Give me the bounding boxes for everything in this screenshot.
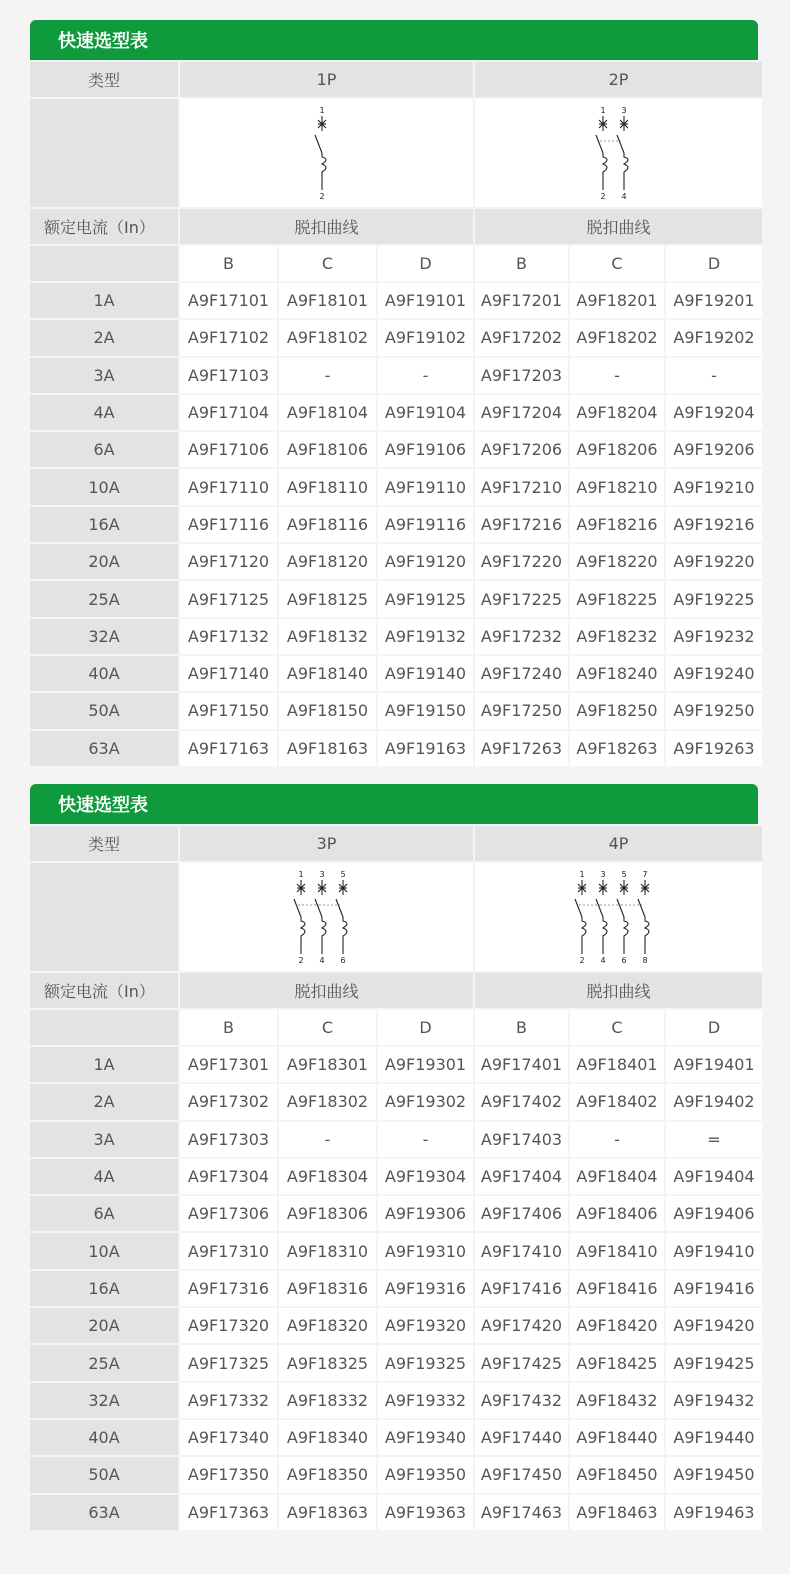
part-number-cell: A9F19202 (666, 320, 762, 355)
terminal-number-bottom: 2 (600, 192, 606, 201)
part-number-cell: A9F19225 (666, 581, 762, 616)
part-number-cell: A9F17110 (180, 469, 277, 504)
part-number-cell: A9F17240 (475, 656, 568, 691)
rated-current-cell: 1A (30, 283, 178, 318)
rated-current-cell: 32A (30, 619, 178, 654)
part-number-cell: - (279, 358, 376, 393)
wiring-diagram (180, 863, 473, 971)
breaker-pole (596, 116, 607, 190)
trip-curve-label: 脱扣曲线 (475, 209, 762, 244)
part-number-cell: A9F19140 (378, 656, 473, 691)
trip-curve-label: 脱扣曲线 (475, 973, 762, 1008)
part-number-cell: A9F17402 (475, 1084, 568, 1119)
part-number-cell: A9F17106 (180, 432, 277, 467)
part-number-cell: A9F18220 (570, 544, 664, 579)
part-number-cell: A9F18406 (570, 1196, 664, 1231)
part-number-cell: A9F17202 (475, 320, 568, 355)
part-number-cell: A9F17150 (180, 693, 277, 728)
part-number-cell: A9F18163 (279, 731, 376, 766)
part-number-cell: A9F17163 (180, 731, 277, 766)
part-number-cell: A9F19340 (378, 1420, 473, 1455)
rated-current-cell: 10A (30, 469, 178, 504)
terminal-number-bottom: 2 (579, 956, 585, 965)
part-number-cell: A9F18104 (279, 395, 376, 430)
part-number-cell: A9F18340 (279, 1420, 376, 1455)
rated-current-label: 额定电流（In） (30, 209, 178, 244)
terminal-number-top: 7 (642, 870, 648, 879)
part-number-cell: A9F19332 (378, 1383, 473, 1418)
rated-current-cell: 2A (30, 320, 178, 355)
part-number-cell: A9F17350 (180, 1457, 277, 1492)
part-number-cell: A9F17363 (180, 1495, 277, 1530)
part-number-cell: A9F17116 (180, 507, 277, 542)
part-number-cell: A9F17401 (475, 1047, 568, 1082)
part-number-cell: A9F19302 (378, 1084, 473, 1119)
terminal-number-top: 5 (621, 870, 627, 879)
part-number-cell: A9F18404 (570, 1159, 664, 1194)
part-number-cell: - (378, 1122, 473, 1157)
rated-current-cell: 3A (30, 1122, 178, 1157)
diagram-row-label (30, 863, 178, 971)
breaker-symbol (312, 103, 342, 203)
part-number-cell: A9F19440 (666, 1420, 762, 1455)
curve-header: D (666, 1010, 762, 1045)
part-number-cell: A9F17463 (475, 1495, 568, 1530)
part-number-cell: A9F19232 (666, 619, 762, 654)
part-number-cell: A9F19116 (378, 507, 473, 542)
part-number-cell: A9F19401 (666, 1047, 762, 1082)
part-number-cell: A9F19410 (666, 1233, 762, 1268)
part-number-cell: A9F18206 (570, 432, 664, 467)
part-number-cell: A9F18420 (570, 1308, 664, 1343)
part-number-cell: A9F18150 (279, 693, 376, 728)
curve-header: D (378, 246, 473, 281)
part-number-cell: A9F17316 (180, 1271, 277, 1306)
breaker-pole (294, 880, 305, 954)
rated-current-cell: 20A (30, 544, 178, 579)
part-number-cell: A9F18140 (279, 656, 376, 691)
part-number-cell: A9F19310 (378, 1233, 473, 1268)
part-number-cell: A9F18201 (570, 283, 664, 318)
part-number-cell: A9F18320 (279, 1308, 376, 1343)
rated-current-cell: 4A (30, 395, 178, 430)
wiring-diagram (475, 863, 762, 971)
breaker-pole (638, 880, 649, 954)
curve-header: C (570, 246, 664, 281)
terminal-number-bottom: 4 (621, 192, 627, 201)
terminal-number-bottom: 2 (297, 956, 304, 965)
rated-current-cell: 50A (30, 1457, 178, 1492)
rated-current-cell: 16A (30, 1271, 178, 1306)
part-number-cell: A9F17102 (180, 320, 277, 355)
part-number-cell: A9F17332 (180, 1383, 277, 1418)
wiring-diagram (475, 99, 762, 207)
part-number-cell: A9F17132 (180, 619, 277, 654)
diagram-row-label (30, 99, 178, 207)
part-number-cell: A9F19250 (666, 693, 762, 728)
part-number-cell: A9F18425 (570, 1345, 664, 1380)
part-number-cell: A9F18120 (279, 544, 376, 579)
rated-current-cell: 40A (30, 1420, 178, 1455)
rated-current-cell: 4A (30, 1159, 178, 1194)
part-number-cell: A9F17140 (180, 656, 277, 691)
part-number-cell: A9F19304 (378, 1159, 473, 1194)
rated-current-cell: 50A (30, 693, 178, 728)
breaker-pole (315, 116, 326, 190)
part-number-cell: A9F18210 (570, 469, 664, 504)
part-number-cell: A9F18250 (570, 693, 664, 728)
selection-table (30, 62, 758, 766)
curve-row-label (30, 246, 178, 281)
part-number-cell: - (666, 358, 762, 393)
part-number-cell: A9F17404 (475, 1159, 568, 1194)
part-number-cell: A9F18204 (570, 395, 664, 430)
part-number-cell: A9F17320 (180, 1308, 277, 1343)
part-number-cell: A9F17340 (180, 1420, 277, 1455)
part-number-cell: A9F17420 (475, 1308, 568, 1343)
rated-current-cell: 1A (30, 1047, 178, 1082)
part-number-cell: A9F17403 (475, 1122, 568, 1157)
trip-curve-label: 脱扣曲线 (180, 209, 473, 244)
part-number-cell: A9F17206 (475, 432, 568, 467)
part-number-cell: A9F17302 (180, 1084, 277, 1119)
part-number-cell: A9F17101 (180, 283, 277, 318)
terminal-number-top: 5 (339, 870, 346, 879)
part-number-cell: A9F18450 (570, 1457, 664, 1492)
part-number-cell: A9F19363 (378, 1495, 473, 1530)
part-number-cell: A9F18316 (279, 1271, 376, 1306)
part-number-cell: A9F19120 (378, 544, 473, 579)
curve-header: C (570, 1010, 664, 1045)
rated-current-cell: 25A (30, 1345, 178, 1380)
part-number-cell: A9F18225 (570, 581, 664, 616)
part-number-cell: A9F17304 (180, 1159, 277, 1194)
terminal-number-bottom: 6 (621, 956, 627, 965)
part-number-cell: A9F19425 (666, 1345, 762, 1380)
curve-header: B (475, 1010, 568, 1045)
part-number-cell: A9F18463 (570, 1495, 664, 1530)
part-number-cell: A9F19325 (378, 1345, 473, 1380)
part-number-cell: A9F17220 (475, 544, 568, 579)
part-number-cell: A9F19402 (666, 1084, 762, 1119)
rated-current-cell: 20A (30, 1308, 178, 1343)
part-number-cell: A9F18432 (570, 1383, 664, 1418)
rated-current-cell: 10A (30, 1233, 178, 1268)
part-number-cell: A9F18332 (279, 1383, 376, 1418)
part-number-cell: A9F17303 (180, 1122, 277, 1157)
curve-header: D (378, 1010, 473, 1045)
part-number-cell: A9F17416 (475, 1271, 568, 1306)
part-number-cell: A9F17225 (475, 581, 568, 616)
curve-header: D (666, 246, 762, 281)
terminal-number-bottom: 8 (642, 956, 648, 965)
terminal-number-top: 1 (579, 870, 585, 879)
part-number-cell: A9F19404 (666, 1159, 762, 1194)
rated-current-cell: 6A (30, 1196, 178, 1231)
part-number-cell: A9F18401 (570, 1047, 664, 1082)
type-label: 类型 (30, 826, 178, 861)
part-number-cell: A9F19240 (666, 656, 762, 691)
breaker-symbol (572, 867, 665, 967)
pole-header: 1P (180, 62, 473, 97)
terminal-number-top: 1 (318, 106, 325, 115)
curve-row-label (30, 1010, 178, 1045)
part-number-cell: A9F19132 (378, 619, 473, 654)
part-number-cell: A9F18110 (279, 469, 376, 504)
part-number-cell: A9F19320 (378, 1308, 473, 1343)
part-number-cell: A9F19420 (666, 1308, 762, 1343)
breaker-symbol (593, 103, 644, 203)
part-number-cell: A9F17203 (475, 358, 568, 393)
part-number-cell: A9F18125 (279, 581, 376, 616)
part-number-cell: A9F18350 (279, 1457, 376, 1492)
part-number-cell: A9F18306 (279, 1196, 376, 1231)
pole-header: 3P (180, 826, 473, 861)
table-title: 快速选型表 (30, 20, 758, 60)
breaker-symbol (291, 867, 363, 967)
part-number-cell: A9F17104 (180, 395, 277, 430)
part-number-cell: A9F18363 (279, 1495, 376, 1530)
rated-current-cell: 40A (30, 656, 178, 691)
part-number-cell: A9F18202 (570, 320, 664, 355)
part-number-cell: A9F18216 (570, 507, 664, 542)
part-number-cell: A9F19220 (666, 544, 762, 579)
part-number-cell: A9F17301 (180, 1047, 277, 1082)
part-number-cell: A9F19201 (666, 283, 762, 318)
terminal-number-top: 3 (600, 870, 606, 879)
part-number-cell: A9F19106 (378, 432, 473, 467)
selection-table-panel (30, 20, 758, 766)
rated-current-cell: 63A (30, 1495, 178, 1530)
part-number-cell: A9F17250 (475, 693, 568, 728)
pole-header: 4P (475, 826, 762, 861)
part-number-cell: A9F18102 (279, 320, 376, 355)
part-number-cell: A9F19102 (378, 320, 473, 355)
part-number-cell: A9F17450 (475, 1457, 568, 1492)
terminal-number-bottom: 2 (318, 192, 325, 201)
curve-header: B (475, 246, 568, 281)
part-number-cell: A9F19306 (378, 1196, 473, 1231)
selection-table (30, 826, 758, 1530)
part-number-cell: A9F18106 (279, 432, 376, 467)
part-number-cell: A9F18304 (279, 1159, 376, 1194)
part-number-cell: A9F19210 (666, 469, 762, 504)
curve-header: C (279, 246, 376, 281)
part-number-cell: A9F19110 (378, 469, 473, 504)
part-number-cell: A9F17204 (475, 395, 568, 430)
part-number-cell: A9F17432 (475, 1383, 568, 1418)
part-number-cell: - (570, 358, 664, 393)
part-number-cell: A9F17120 (180, 544, 277, 579)
part-number-cell: A9F17263 (475, 731, 568, 766)
part-number-cell: A9F18232 (570, 619, 664, 654)
rated-current-cell: 2A (30, 1084, 178, 1119)
part-number-cell: - (570, 1122, 664, 1157)
part-number-cell: A9F19125 (378, 581, 473, 616)
part-number-cell: A9F18301 (279, 1047, 376, 1082)
part-number-cell: A9F17216 (475, 507, 568, 542)
part-number-cell: A9F19204 (666, 395, 762, 430)
part-number-cell: A9F17310 (180, 1233, 277, 1268)
rated-current-cell: 6A (30, 432, 178, 467)
wiring-diagram (180, 99, 473, 207)
part-number-cell: A9F19206 (666, 432, 762, 467)
rated-current-cell: 3A (30, 358, 178, 393)
rated-current-cell: 32A (30, 1383, 178, 1418)
terminal-number-bottom: 4 (600, 956, 606, 965)
breaker-pole (617, 116, 628, 190)
part-number-cell: A9F19104 (378, 395, 473, 430)
curve-header: C (279, 1010, 376, 1045)
part-number-cell: A9F19263 (666, 731, 762, 766)
part-number-cell: A9F19216 (666, 507, 762, 542)
part-number-cell: A9F18101 (279, 283, 376, 318)
part-number-cell: A9F19463 (666, 1495, 762, 1530)
part-number-cell: A9F19101 (378, 283, 473, 318)
breaker-pole (315, 880, 326, 954)
part-number-cell: A9F18416 (570, 1271, 664, 1306)
rated-current-cell: 25A (30, 581, 178, 616)
part-number-cell: = (666, 1122, 762, 1157)
part-number-cell: A9F17406 (475, 1196, 568, 1231)
part-number-cell: A9F18402 (570, 1084, 664, 1119)
rated-current-cell: 63A (30, 731, 178, 766)
part-number-cell: A9F17325 (180, 1345, 277, 1380)
terminal-number-top: 3 (621, 106, 627, 115)
curve-header: B (180, 246, 277, 281)
breaker-pole (336, 880, 347, 954)
breaker-pole (596, 880, 607, 954)
part-number-cell: A9F17425 (475, 1345, 568, 1380)
table-title: 快速选型表 (30, 784, 758, 824)
type-label: 类型 (30, 62, 178, 97)
part-number-cell: A9F18263 (570, 731, 664, 766)
curve-header: B (180, 1010, 277, 1045)
part-number-cell: A9F17201 (475, 283, 568, 318)
trip-curve-label: 脱扣曲线 (180, 973, 473, 1008)
part-number-cell: A9F19416 (666, 1271, 762, 1306)
part-number-cell: A9F19350 (378, 1457, 473, 1492)
part-number-cell: A9F17410 (475, 1233, 568, 1268)
part-number-cell: - (378, 358, 473, 393)
part-number-cell: A9F17125 (180, 581, 277, 616)
part-number-cell: A9F17103 (180, 358, 277, 393)
part-number-cell: A9F18132 (279, 619, 376, 654)
part-number-cell: A9F18325 (279, 1345, 376, 1380)
part-number-cell: A9F19150 (378, 693, 473, 728)
part-number-cell: - (279, 1122, 376, 1157)
terminal-number-top: 1 (600, 106, 606, 115)
rated-current-cell: 16A (30, 507, 178, 542)
part-number-cell: A9F18240 (570, 656, 664, 691)
part-number-cell: A9F18440 (570, 1420, 664, 1455)
part-number-cell: A9F19450 (666, 1457, 762, 1492)
part-number-cell: A9F19301 (378, 1047, 473, 1082)
part-number-cell: A9F18302 (279, 1084, 376, 1119)
part-number-cell: A9F17232 (475, 619, 568, 654)
part-number-cell: A9F19316 (378, 1271, 473, 1306)
part-number-cell: A9F19163 (378, 731, 473, 766)
terminal-number-bottom: 4 (318, 956, 325, 965)
part-number-cell: A9F18116 (279, 507, 376, 542)
breaker-pole (617, 880, 628, 954)
part-number-cell: A9F17440 (475, 1420, 568, 1455)
breaker-pole (575, 880, 586, 954)
part-number-cell: A9F17210 (475, 469, 568, 504)
terminal-number-top: 3 (318, 870, 325, 879)
rated-current-label: 额定电流（In） (30, 973, 178, 1008)
part-number-cell: A9F19406 (666, 1196, 762, 1231)
part-number-cell: A9F18410 (570, 1233, 664, 1268)
part-number-cell: A9F18310 (279, 1233, 376, 1268)
part-number-cell: A9F19432 (666, 1383, 762, 1418)
terminal-number-top: 1 (297, 870, 304, 879)
selection-table-panel (30, 784, 758, 1530)
terminal-number-bottom: 6 (339, 956, 346, 965)
part-number-cell: A9F17306 (180, 1196, 277, 1231)
pole-header: 2P (475, 62, 762, 97)
